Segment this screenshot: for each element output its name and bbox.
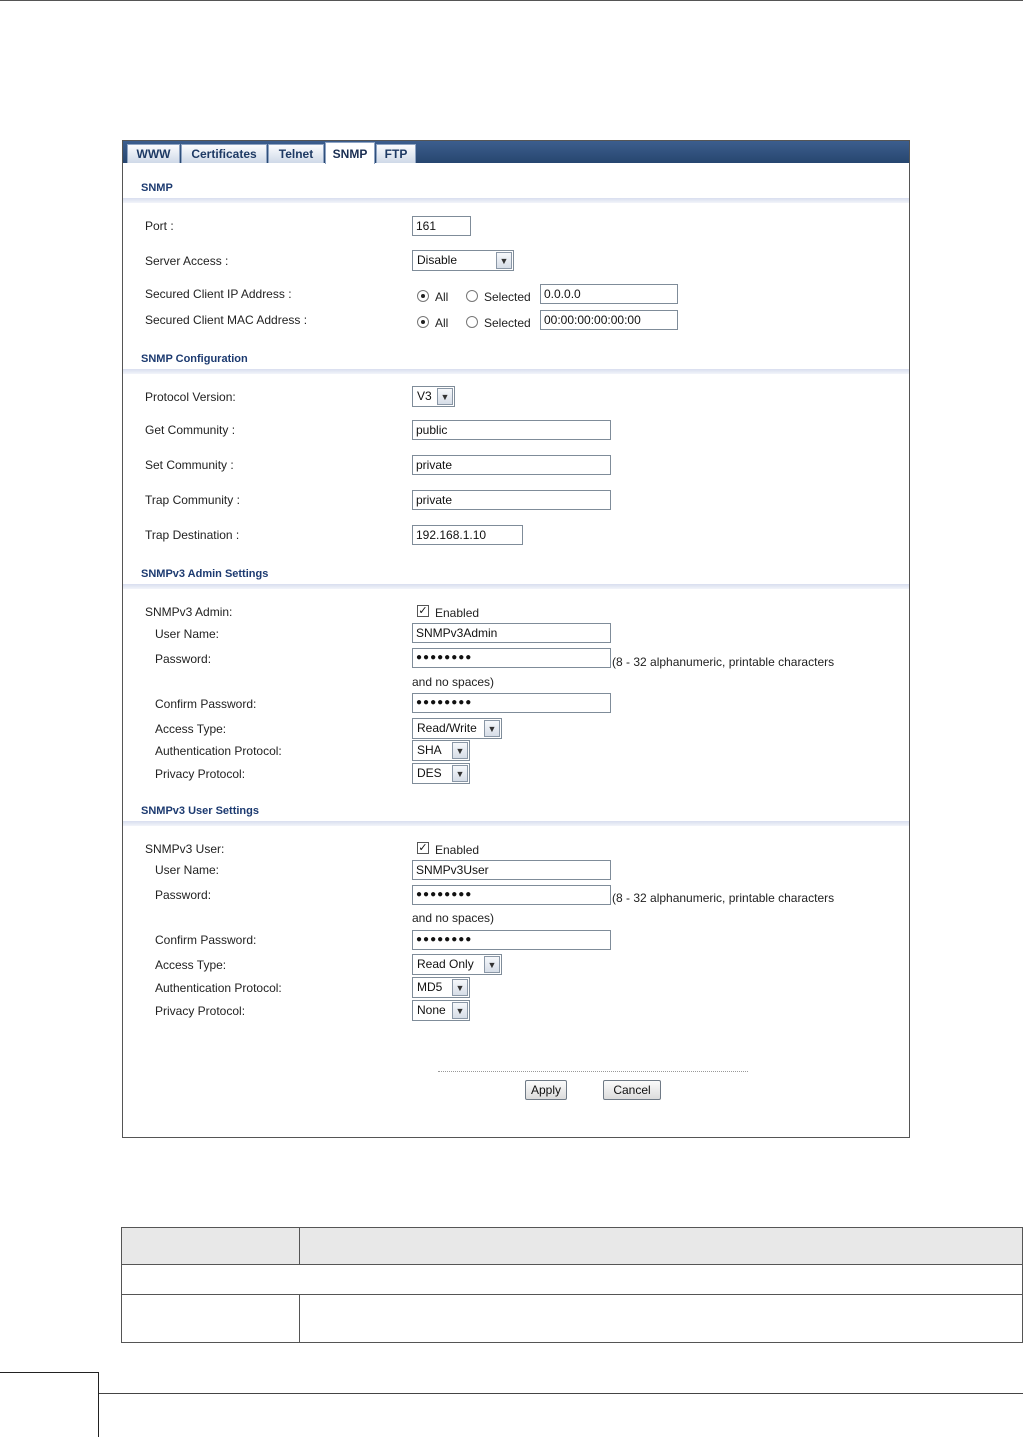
port-input[interactable]: 161 — [412, 216, 471, 236]
section-title-snmp-configuration: SNMP Configuration — [141, 353, 248, 365]
user-access-type-value: Read Only — [417, 957, 474, 971]
admin-password-hint-continued: and no spaces) — [412, 675, 495, 689]
server-access-value: Disable — [417, 253, 458, 267]
user-username-label: User Name: — [155, 863, 220, 877]
section-title-user-settings: SNMPv3 User Settings — [141, 805, 259, 817]
protocol-version-value: V3 — [417, 389, 432, 403]
page-top-rule — [0, 0, 1023, 1]
server-access-label: Server Access : — [145, 254, 229, 268]
section-divider — [123, 584, 909, 589]
section-divider — [123, 821, 909, 826]
table-row-divider — [122, 1294, 1022, 1295]
mac-selected-radio[interactable] — [466, 316, 478, 328]
user-confirm-input[interactable]: ●●●●●●●● — [412, 930, 611, 950]
admin-access-type-value: Read/Write — [417, 721, 477, 735]
user-privacy-value: None — [417, 1003, 446, 1017]
checkmark-icon: ✓ — [418, 842, 428, 854]
section-divider — [123, 369, 909, 374]
admin-enabled-label: Enabled — [435, 606, 480, 620]
protocol-version-select[interactable] — [412, 386, 455, 407]
secured-mac-label: Secured Client MAC Address : — [145, 313, 308, 327]
user-access-type-select[interactable] — [412, 954, 502, 975]
admin-password-hint: (8 - 32 alphanumeric, printable characters — [612, 655, 835, 669]
port-label: Port : — [145, 219, 174, 233]
chevron-down-icon: ▼ — [484, 956, 500, 973]
admin-confirm-input[interactable]: ●●●●●●●● — [412, 693, 611, 713]
user-confirm-label: Confirm Password: — [155, 933, 257, 947]
user-enabled-checkbox[interactable] — [417, 842, 429, 854]
server-access-select[interactable] — [412, 250, 514, 271]
user-username-input[interactable]: SNMPv3User — [412, 860, 611, 880]
chevron-down-icon: ▼ — [452, 979, 468, 996]
ip-address-input[interactable]: 0.0.0.0 — [540, 284, 678, 304]
user-password-hint-continued: and no spaces) — [412, 911, 495, 925]
tab-snmp[interactable]: SNMP — [325, 142, 375, 164]
admin-access-type-label: Access Type: — [155, 722, 227, 736]
mac-all-radio[interactable] — [417, 316, 429, 328]
secured-ip-label: Secured Client IP Address : — [145, 287, 292, 301]
user-password-input[interactable]: ●●●●●●●● — [412, 885, 611, 905]
admin-auth-label: Authentication Protocol: — [155, 744, 282, 758]
table-column-divider — [299, 1294, 300, 1342]
snmp-settings-panel — [122, 140, 910, 1138]
ip-selected-radio[interactable] — [466, 290, 478, 302]
user-auth-value: MD5 — [417, 980, 443, 994]
chevron-down-icon: ▼ — [452, 742, 468, 759]
trap-destination-input[interactable]: 192.168.1.10 — [412, 525, 523, 545]
tab-ftp[interactable]: FTP — [376, 144, 416, 163]
admin-auth-value: SHA — [417, 743, 442, 757]
trap-community-label: Trap Community : — [145, 493, 240, 507]
chevron-down-icon: ▼ — [496, 252, 512, 269]
apply-button[interactable]: Apply — [525, 1080, 567, 1100]
section-title-admin-settings: SNMPv3 Admin Settings — [141, 568, 269, 580]
admin-enabled-checkbox[interactable] — [417, 605, 429, 617]
set-community-label: Set Community : — [145, 458, 234, 472]
button-divider — [438, 1071, 748, 1072]
admin-username-input[interactable]: SNMPv3Admin — [412, 623, 611, 643]
checkmark-icon: ✓ — [418, 605, 428, 617]
admin-privacy-value: DES — [417, 766, 442, 780]
user-privacy-label: Privacy Protocol: — [155, 1004, 246, 1018]
admin-access-type-select[interactable] — [412, 718, 502, 739]
user-enabled-label: Enabled — [435, 843, 480, 857]
section-title-snmp: SNMP — [141, 182, 173, 194]
get-community-label: Get Community : — [145, 423, 236, 437]
tab-www[interactable]: WWW — [127, 144, 180, 163]
tab-certificates[interactable]: Certificates — [181, 144, 267, 163]
chevron-down-icon: ▼ — [484, 720, 500, 737]
admin-auth-select[interactable] — [412, 740, 470, 761]
trap-destination-label: Trap Destination : — [145, 528, 240, 542]
admin-enable-label: SNMPv3 Admin: — [145, 605, 233, 619]
ip-all-radio[interactable] — [417, 290, 429, 302]
user-auth-select[interactable] — [412, 977, 470, 998]
user-password-label: Password: — [155, 888, 212, 902]
get-community-input[interactable]: public — [412, 420, 611, 440]
table-column-divider — [299, 1228, 300, 1264]
table-header — [122, 1228, 1022, 1265]
mac-address-input[interactable]: 00:00:00:00:00:00 — [540, 310, 678, 330]
user-privacy-select[interactable] — [412, 1000, 470, 1021]
mac-all-label: All — [435, 316, 449, 330]
cancel-button[interactable]: Cancel — [603, 1080, 661, 1100]
admin-password-input[interactable]: ●●●●●●●● — [412, 648, 611, 668]
admin-privacy-label: Privacy Protocol: — [155, 767, 246, 781]
admin-privacy-select[interactable] — [412, 763, 470, 784]
user-password-hint: (8 - 32 alphanumeric, printable characters — [612, 891, 835, 905]
user-auth-label: Authentication Protocol: — [155, 981, 282, 995]
chevron-down-icon: ▼ — [452, 1002, 468, 1019]
set-community-input[interactable]: private — [412, 455, 611, 475]
chevron-down-icon: ▼ — [452, 765, 468, 782]
tab-telnet[interactable]: Telnet — [268, 144, 324, 163]
ip-selected-label: Selected — [484, 290, 531, 304]
trap-community-input[interactable]: private — [412, 490, 611, 510]
protocol-version-label: Protocol Version: — [145, 390, 236, 404]
chevron-down-icon: ▼ — [437, 388, 453, 405]
mac-selected-label: Selected — [484, 316, 531, 330]
description-table — [121, 1227, 1023, 1343]
admin-username-label: User Name: — [155, 627, 220, 641]
admin-password-label: Password: — [155, 652, 212, 666]
user-access-type-label: Access Type: — [155, 958, 227, 972]
tab-bar — [123, 141, 909, 163]
page-number-box — [0, 1372, 99, 1437]
ip-all-label: All — [435, 290, 449, 304]
admin-confirm-label: Confirm Password: — [155, 697, 257, 711]
user-enable-label: SNMPv3 User: — [145, 842, 225, 856]
section-divider — [123, 198, 909, 203]
footer-rule — [99, 1393, 1023, 1394]
